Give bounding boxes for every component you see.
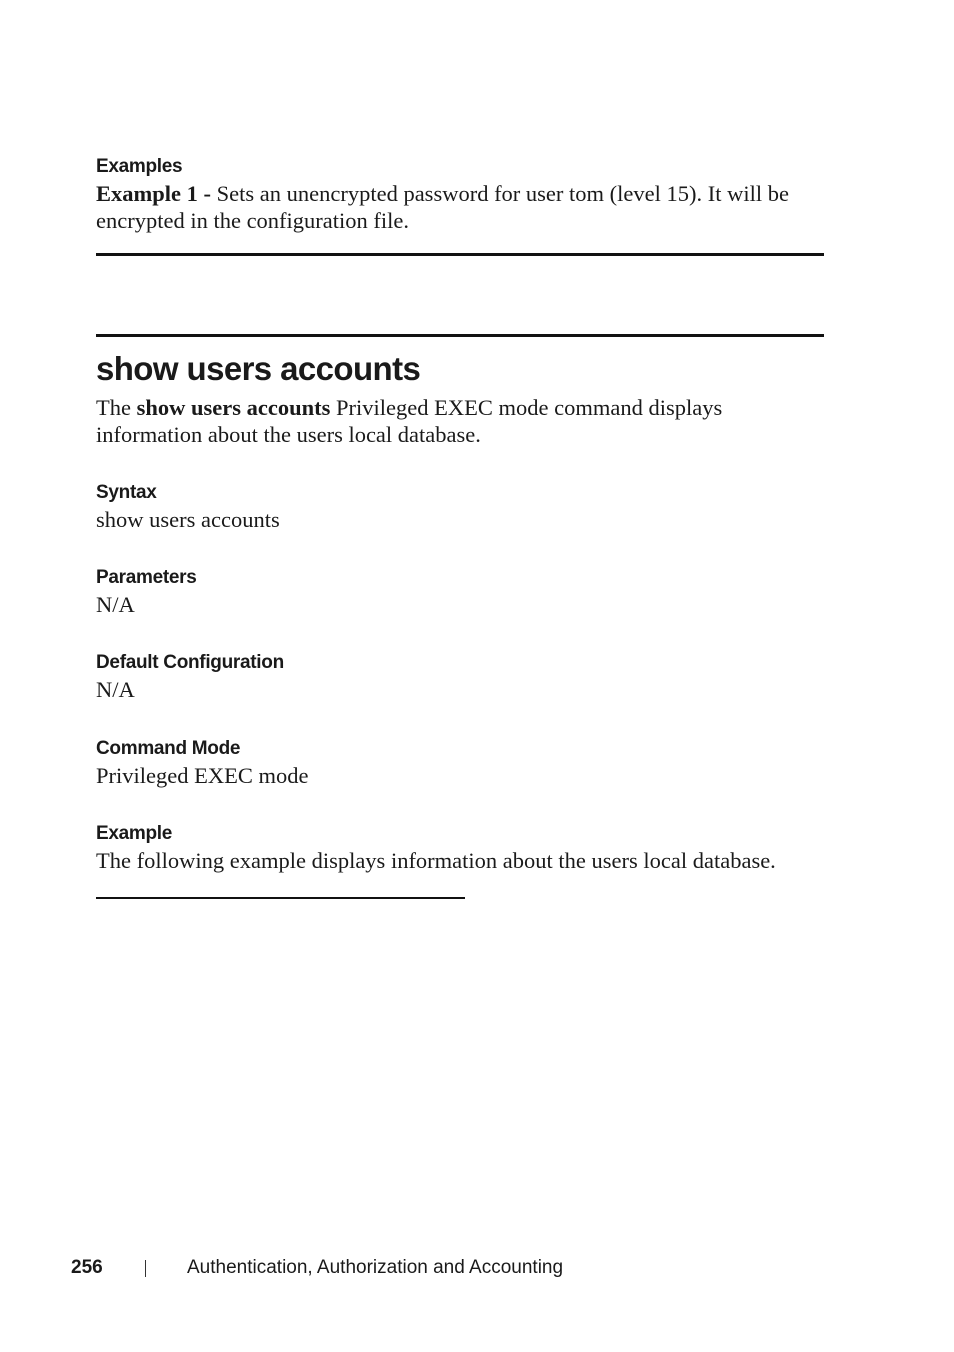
example-section	[96, 822, 856, 874]
section-start-rule	[96, 334, 824, 337]
intro-prefix: The	[96, 395, 137, 420]
default-configuration-value: N/A	[96, 677, 135, 702]
command-mode-value: Privileged EXEC mode	[96, 763, 309, 788]
example1-text-line2: encrypted in the configuration file.	[96, 208, 410, 233]
section-end-rule	[96, 253, 824, 256]
footer-separator	[145, 1260, 146, 1277]
intro-line2: information about the users local database.	[96, 422, 481, 447]
parameters-heading: Parameters	[96, 567, 197, 588]
default-configuration-heading: Default Configuration	[96, 652, 284, 673]
command-mode-heading: Command Mode	[96, 738, 241, 759]
examples-heading: Examples	[96, 156, 183, 177]
example-value: The following example displays information about the users local database.	[96, 848, 776, 873]
command-mode-section	[96, 737, 308, 789]
intro-suffix: Privileged EXEC mode command displays	[330, 395, 723, 420]
page-title: show users accounts	[96, 350, 421, 387]
example1-text: Sets an unencrypted password for user tom (level 15). It will be	[211, 181, 789, 206]
page-number: 256	[71, 1257, 103, 1278]
syntax-heading: Syntax	[96, 482, 157, 503]
command-description	[96, 394, 856, 448]
default-configuration-section	[96, 651, 284, 703]
parameters-section	[96, 566, 197, 618]
examples-section	[96, 155, 856, 234]
parameters-value: N/A	[96, 592, 135, 617]
example1-label: Example 1 -	[96, 181, 211, 206]
intro-command: show users accounts	[136, 395, 331, 420]
example-end-rule	[96, 897, 465, 899]
syntax-value: show users accounts	[96, 507, 280, 532]
syntax-section	[96, 481, 280, 533]
chapter-title: Authentication, Authorization and Accounting	[187, 1257, 564, 1278]
example-heading: Example	[96, 823, 173, 844]
example1-paragraph	[96, 180, 856, 234]
